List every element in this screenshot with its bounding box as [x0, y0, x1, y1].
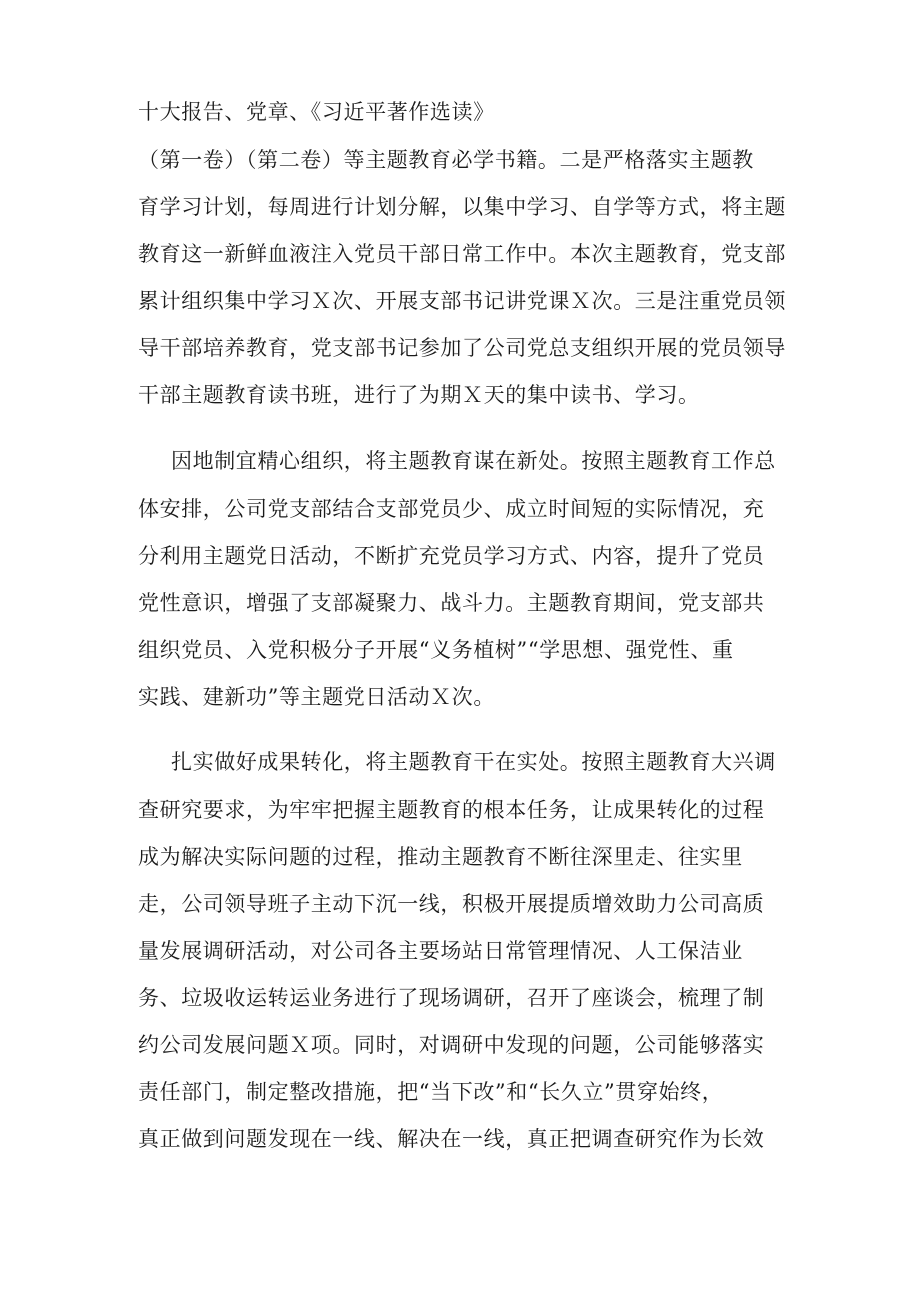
- text-line: 组织党员、入党积极分子开展“义务植树”“学思想、强党性、重: [138, 638, 734, 662]
- text-line: （第一卷）（第二卷）等主题教育必学书籍。二是严格落实主题教: [138, 148, 754, 172]
- text-line: 实践、建新功”等主题党日活动Ｘ次。: [138, 685, 495, 709]
- text-line: 成为解决实际问题的过程，推动主题教育不断往深里走、往实里: [138, 845, 743, 869]
- text-line: 扎实做好成果转化，将主题教育干在实处。按照主题教育大兴调: [171, 750, 776, 774]
- text-line: 导干部培养教育，党支部书记参加了公司党总支组织开展的党员领导: [138, 336, 786, 360]
- text-line: 党性意识，增强了支部凝聚力、战斗力。主题教育期间，党支部共: [138, 591, 765, 615]
- text-line: 查研究要求，为牢牢把握主题教育的根本任务，让成果转化的过程: [138, 798, 765, 822]
- text-line: 因地制宜精心组织，将主题教育谋在新处。按照主题教育工作总: [171, 449, 776, 473]
- text-line: 十大报告、党章、《习近平著作选读》: [138, 100, 495, 124]
- text-line: 真正做到问题发现在一线、解决在一线，真正把调查研究作为长效: [138, 1127, 765, 1151]
- text-line: 走，公司领导班子主动下沉一线，积极开展提质增效助力公司高质: [138, 892, 765, 916]
- text-line: 约公司发展问题Ｘ项。同时，对调研中发现的问题，公司能够落实: [138, 1033, 765, 1057]
- text-line: 责任部门，制定整改措施，把“当下改”和“长久立”贯穿始终，: [138, 1080, 724, 1104]
- text-line: 体安排，公司党支部结合支部党员少、成立时间短的实际情况，充: [138, 497, 765, 521]
- text-line: 干部主题教育读书班，进行了为期Ｘ天的集中读书、学习。: [138, 383, 700, 407]
- text-line: 分利用主题党日活动，不断扩充党员学习方式、内容，提升了党员: [138, 544, 765, 568]
- text-line: 累计组织集中学习Ｘ次、开展支部书记讲党课Ｘ次。三是注重党员领: [138, 289, 786, 313]
- text-line: 务、垃圾收运转运业务进行了现场调研，召开了座谈会，梳理了制: [138, 986, 765, 1010]
- text-line: 量发展调研活动，对公司各主要场站日常管理情况、人工保洁业: [138, 939, 743, 963]
- text-line: 教育这一新鲜血液注入党员干部日常工作中。本次主题教育，党支部: [138, 242, 786, 266]
- text-line: 育学习计划，每周进行计划分解，以集中学习、自学等方式，将主题: [138, 195, 786, 219]
